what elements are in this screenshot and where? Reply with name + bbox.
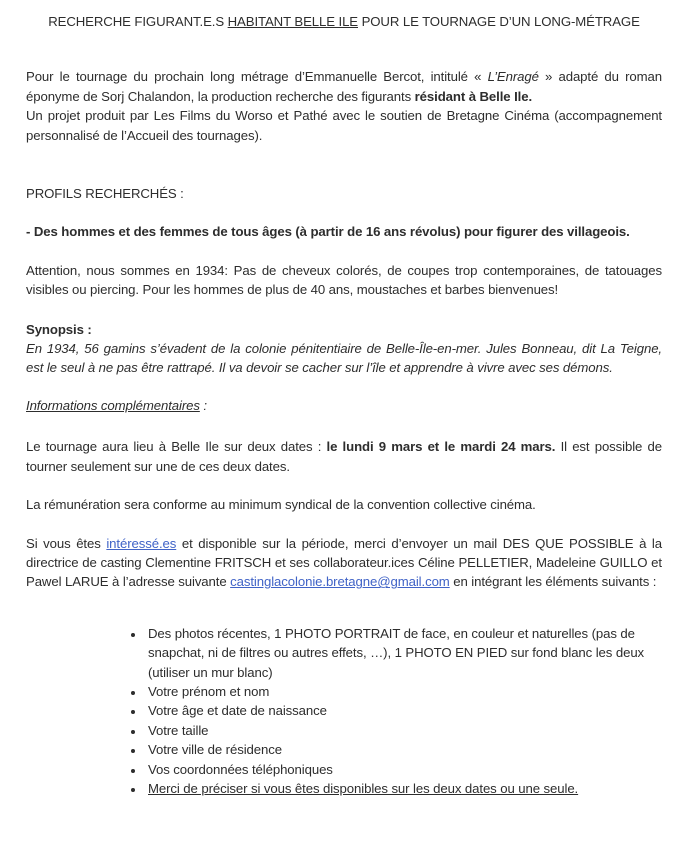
text-segment: Il est possible de tourner seulement sur une de ces deux dates. bbox=[26, 439, 662, 474]
text-segment: En 1934, 56 gamins s’évadent de la colonie pénitentiaire de Belle-Île-en-mer. Jules Bonneau, dit La Teigne, est le seul à ne pas être rattrapé. Il va devoir se cacher sur l’île et apprendre à vivre avec ses démons. bbox=[26, 341, 662, 376]
text-segment: : bbox=[199, 397, 207, 413]
email-link[interactable]: castinglacolonie.bretagne@gmail.com bbox=[230, 574, 450, 590]
text-segment: Le tournage aura lieu à Belle Ile sur deux dates : bbox=[26, 439, 327, 455]
list-item bbox=[145, 682, 662, 701]
text-segment: L’Enragé bbox=[487, 69, 539, 85]
text-segment: le lundi 9 mars et le mardi 24 mars. bbox=[326, 439, 556, 455]
list-item bbox=[145, 624, 662, 682]
text-segment: en intégrant les éléments suivants : bbox=[449, 574, 657, 590]
text-segment: Merci de préciser si vous êtes disponibles sur les deux dates ou une seule. bbox=[148, 780, 579, 796]
text-segment: Informations complémentaires bbox=[26, 397, 200, 413]
text-segment: Si vous êtes bbox=[26, 535, 107, 551]
interesse-link[interactable]: intéressé.es bbox=[106, 535, 177, 551]
text-segment: HABITANT BELLE ILE bbox=[227, 14, 358, 29]
attention-paragraph bbox=[26, 261, 662, 300]
text-segment: POUR LE TOURNAGE D’UN LONG-MÉTRAGE bbox=[358, 14, 640, 29]
list-item bbox=[145, 779, 662, 798]
intro-paragraph-2 bbox=[26, 106, 662, 145]
text-segment: Synopsis : bbox=[26, 321, 92, 337]
synopsis-heading bbox=[26, 320, 662, 339]
text-segment: Pour le tournage du prochain long métrage d’Emmanuelle Bercot, intitulé « bbox=[26, 69, 488, 85]
text-segment: RECHERCHE FIGURANT.E.S bbox=[48, 14, 228, 29]
list-item bbox=[145, 740, 662, 759]
list-item bbox=[145, 760, 662, 779]
text-segment: Votre ville de résidence bbox=[148, 742, 282, 758]
list-item bbox=[145, 701, 662, 720]
text-segment: » adapté du roman éponyme de Sorj Chalandon, la production recherche des figurants bbox=[26, 69, 662, 104]
document-title bbox=[26, 12, 662, 31]
text-segment: Un projet produit par Les Films du Worso et Pathé avec le soutien de Bretagne Cinéma (accompagnement personnalisé de l’Accueil des tournages). bbox=[26, 108, 662, 143]
text-segment: PROFILS RECHERCHÉS : bbox=[26, 186, 184, 202]
text-segment: Votre prénom et nom bbox=[148, 683, 270, 699]
text-segment: résidant à Belle Ile. bbox=[414, 88, 533, 104]
dates-paragraph bbox=[26, 437, 662, 476]
intro-paragraph-1 bbox=[26, 67, 662, 106]
text-segment: Votre taille bbox=[148, 722, 209, 738]
text-segment: Attention, nous sommes en 1934: Pas de cheveux colorés, de coupes trop contemporaines, de tatouages visibles ou piercing. Pour les hommes de plus de 40 ans, moustaches et barbes bienvenues! bbox=[26, 262, 662, 298]
requirements-list bbox=[26, 624, 662, 799]
text-segment: - Des hommes et des femmes de tous âges (à partir de 16 ans révolus) pour figurer des villageois. bbox=[26, 224, 630, 240]
pay-paragraph bbox=[26, 495, 662, 514]
text-segment: La rémunération sera conforme au minimum syndical de la convention collective cinéma. bbox=[26, 497, 536, 513]
text-segment: et disponible sur la période, merci d’envoyer un mail DES QUE POSSIBLE à la directrice de casting Clementine FRITSCH et ses collaborateur.ices Céline PELLETIER, Madeleine GUILLO et Pawel LARUE à l’adresse suivante bbox=[26, 535, 662, 590]
text-segment: Votre âge et date de naissance bbox=[148, 703, 327, 719]
text-segment: Vos coordonnées téléphoniques bbox=[148, 761, 333, 777]
additional-info-heading bbox=[26, 396, 662, 415]
list-item bbox=[145, 721, 662, 740]
text-segment: Des photos récentes, 1 PHOTO PORTRAIT de face, en couleur et naturelles (pas de snapchat, ni de filtres ou autres effets, …), 1 PHOTO EN PIED sur fond blanc les deux (utiliser un mur blanc) bbox=[148, 625, 645, 680]
profiles-heading bbox=[26, 184, 662, 203]
synopsis-paragraph bbox=[26, 339, 662, 378]
profiles-item bbox=[26, 222, 662, 241]
contact-paragraph bbox=[26, 534, 662, 592]
